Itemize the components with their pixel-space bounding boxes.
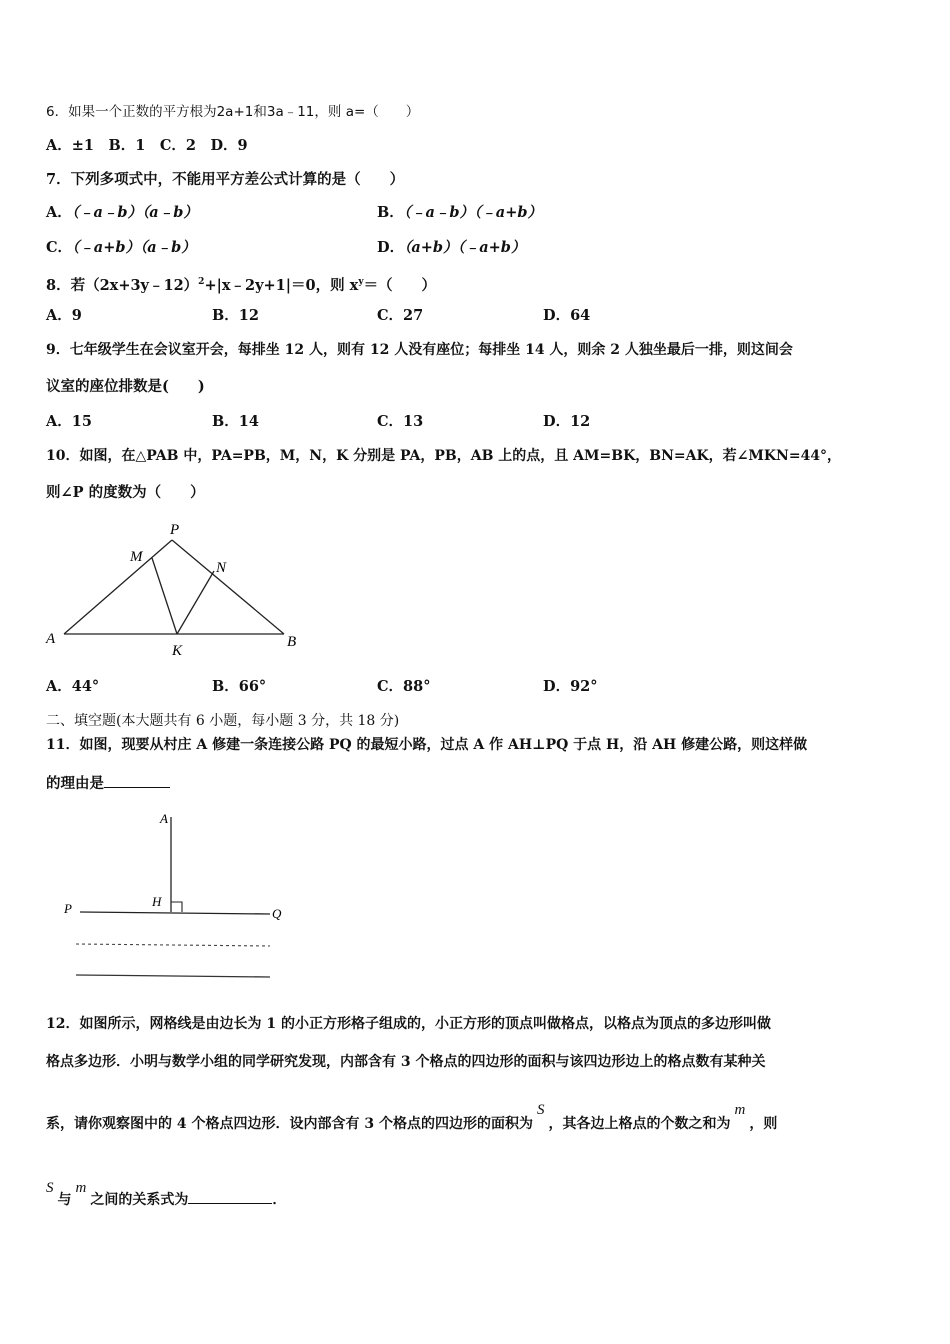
q8-stem-c: ＝（ ） <box>363 276 437 294</box>
q12-line3 <box>46 1102 778 1134</box>
q12-line4-end: ． <box>272 1192 287 1208</box>
q8-option-d: D．64 <box>543 307 591 324</box>
label-a: A <box>46 631 56 647</box>
segment-pb <box>172 540 284 634</box>
q9-option-d: D．12 <box>543 413 591 430</box>
q9-option-b: B．14 <box>212 413 259 430</box>
q11-stem-line2 <box>46 773 170 794</box>
q6-options: A．±1 B．1 C．2 D．9 <box>46 137 248 154</box>
q8-sup-exponent-1: 2 <box>198 277 205 287</box>
right-angle-icon <box>171 902 182 912</box>
q8-option-a: A．9 <box>46 307 82 324</box>
q12-line3-text-c: ，则 <box>749 1116 778 1132</box>
q12-line4-text-b: 之间的关系式为 <box>90 1192 189 1208</box>
q7-option-a-expr: （﹣a﹣b）（a﹣b） <box>71 204 198 221</box>
q8-stem-b: +|x﹣2y+1|＝0，则 x <box>204 276 359 294</box>
q7-option-c-label: C． <box>46 239 73 256</box>
q10-stem-line1: 10．如图，在△PAB 中，PA=PB，M，N，K 分别是 PA，PB，AB 上的点，且 AM=BK，BN=AK，若∠MKN=44°， <box>46 448 842 464</box>
q12-line3-text-b: ，其各边上格点的个数之和为 <box>548 1116 731 1132</box>
q6-stem-text-a: 6．如果一个正数的平方根为 <box>46 104 217 120</box>
q10-triangle-figure <box>44 518 302 662</box>
q12-line1: 12．如图所示，网格线是由边长为 1 的小正方形格子组成的，小正方形的顶点叫做格点，以格点为顶点的多边形叫做 <box>46 1016 771 1032</box>
q11-road-figure <box>50 805 290 987</box>
q9-stem-line1: 9．七年级学生在会议室开会，每排坐 12 人，则有 12 人没有座位；每排坐 14 人，则余 2 人独坐最后一排，则这间会 <box>46 342 793 358</box>
var-s: S <box>536 1102 545 1118</box>
bottom-line <box>76 975 270 977</box>
var-m: m <box>75 1180 87 1196</box>
var-s: S <box>46 1180 54 1196</box>
q7-option-d-expr: （a+b）（﹣a+b） <box>404 239 526 256</box>
q7-option-d <box>377 238 525 258</box>
q11-stem-line1: 11．如图，现要从村庄 A 修建一条连接公路 PQ 的最短小路，过点 A 作 AH⊥PQ 于点 H，沿 AH 修建公路，则这样做 <box>46 737 808 753</box>
q12-line3-text-a: 系，请你观察图中的 4 个格点四边形．设内部含有 3 个格点的四边形的面积为 <box>46 1116 533 1132</box>
road-pq <box>80 912 270 914</box>
q7-option-a-label: A． <box>46 204 72 221</box>
label-k: K <box>172 643 183 659</box>
q8-sup-exponent-2: y <box>358 277 364 287</box>
q8-option-c: C．27 <box>377 307 424 324</box>
q10-option-d: D．92° <box>543 678 598 695</box>
q9-stem-line2: 议室的座位排数是( ) <box>46 378 205 395</box>
q9-option-c: C．13 <box>377 413 424 430</box>
q7-option-b <box>377 203 542 223</box>
q12-line4 <box>46 1180 287 1210</box>
q7-option-d-label: D． <box>377 239 405 256</box>
segment-mk <box>152 558 177 634</box>
label-m: M <box>130 549 143 565</box>
segment-kn <box>177 571 214 634</box>
q10-option-c: C．88° <box>377 678 431 695</box>
label-q: Q <box>272 906 282 921</box>
segment-ap <box>64 540 172 634</box>
q9-option-a: A．15 <box>46 413 92 430</box>
q7-option-c-expr: （﹣a+b）（a﹣b） <box>72 239 196 256</box>
q7-option-b-label: B． <box>377 204 404 221</box>
q10-stem-line2: 则∠P 的度数为（ ） <box>46 484 205 501</box>
q7-option-c <box>46 238 196 258</box>
section-2-title: 二、填空题(本大题共有 6 小题，每小题 3 分，共 18 分) <box>46 713 400 729</box>
label-h: H <box>152 894 162 909</box>
q7-stem: 7．下列多项式中，不能用平方差公式计算的是（ ） <box>46 171 405 188</box>
q12-line2: 格点多边形．小明与数学小组的同学研究发现，内部含有 3 个格点的四边形的面积与该四边形边上的格点数有某种关 <box>46 1054 766 1070</box>
q12-answer-blank[interactable] <box>188 1189 272 1204</box>
q11-stem-line2-text: 的理由是 <box>46 775 104 792</box>
q10-option-b: B．66° <box>212 678 267 695</box>
label-a: A <box>160 811 168 826</box>
q10-option-a: A．44° <box>46 678 100 695</box>
label-p: P <box>64 901 72 916</box>
label-n: N <box>216 560 227 576</box>
q8-stem-a: 8．若（2x+3y﹣12） <box>46 276 199 294</box>
q6-stem-text-b: 2a+1 <box>216 104 254 120</box>
q6-stem <box>46 102 419 122</box>
q7-option-b-expr: （﹣a﹣b）（﹣a+b） <box>403 204 542 221</box>
label-b: B <box>287 634 297 650</box>
q12-line4-text-a: 与 <box>57 1192 72 1208</box>
var-m: m <box>734 1102 746 1118</box>
q8-option-b: B．12 <box>212 307 259 324</box>
dashed-line <box>76 944 270 946</box>
q6-stem-text-c: 和 <box>253 104 267 120</box>
q11-answer-blank[interactable] <box>104 773 170 788</box>
label-p: P <box>170 522 180 538</box>
q6-stem-text-d: 3a﹣11，则 a=（ ） <box>266 104 420 120</box>
q8-stem <box>46 272 436 296</box>
q7-option-a <box>46 203 198 223</box>
